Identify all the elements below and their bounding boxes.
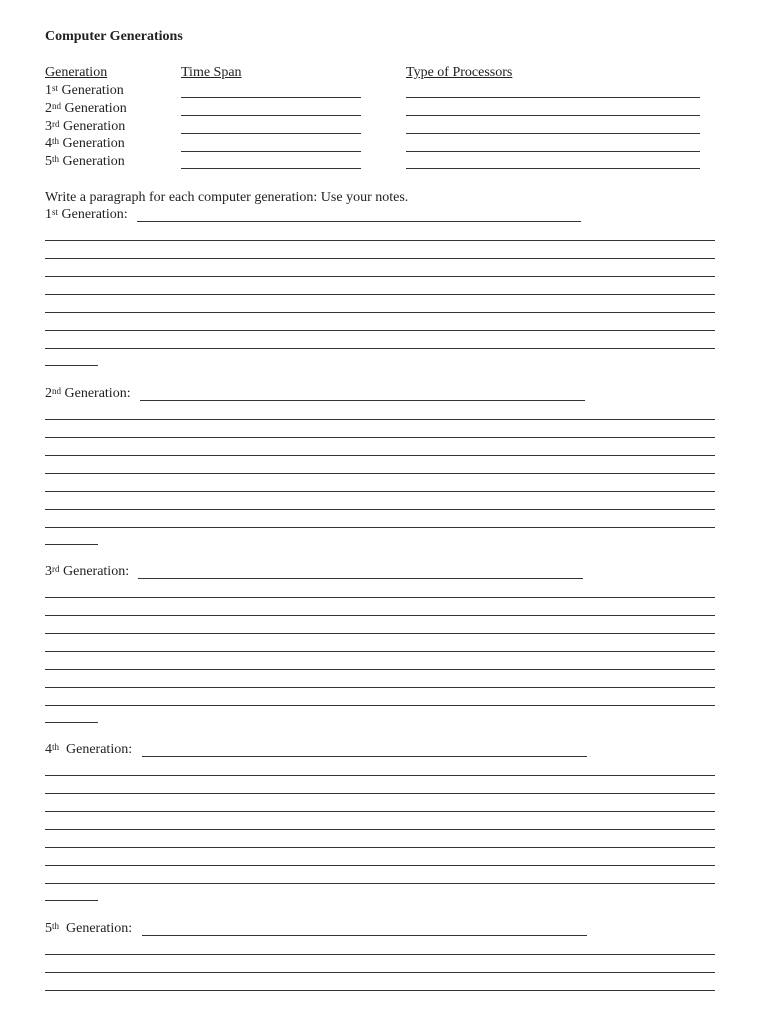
writing-line[interactable] [45, 829, 715, 830]
writing-line[interactable] [45, 330, 715, 331]
section-label [45, 742, 132, 758]
instructions: Write a paragraph for each computer generation: Use your notes. [45, 190, 409, 205]
writing-line[interactable] [45, 597, 715, 598]
writing-line-short[interactable] [45, 365, 98, 366]
section-label [45, 386, 131, 402]
writing-line[interactable] [45, 312, 715, 313]
section-title-field[interactable] [142, 756, 587, 757]
writing-line[interactable] [45, 687, 715, 688]
writing-line-short[interactable] [45, 900, 98, 901]
processor-type-field[interactable] [406, 151, 700, 152]
writing-line[interactable] [45, 509, 715, 510]
time-span-field[interactable] [181, 133, 361, 134]
writing-line[interactable] [45, 633, 715, 634]
ordinal-suffix: st [52, 83, 59, 93]
writing-line[interactable] [45, 883, 715, 884]
writing-line[interactable] [45, 972, 715, 973]
writing-line[interactable] [45, 847, 715, 848]
writing-line[interactable] [45, 865, 715, 866]
writing-line[interactable] [45, 775, 715, 776]
writing-line[interactable] [45, 294, 715, 295]
generation-text: Generation: [59, 564, 130, 579]
ordinal-number: 1 [45, 83, 52, 98]
section-title-field[interactable] [142, 935, 587, 936]
page-title: Computer Generations [45, 29, 183, 44]
section-label [45, 564, 129, 580]
writing-line[interactable] [45, 258, 715, 259]
generation-text: Generation: [59, 742, 133, 757]
processor-type-field[interactable] [406, 133, 700, 134]
section-title-field[interactable] [140, 400, 585, 401]
ordinal-suffix: th [52, 154, 60, 164]
table-row-label [45, 136, 125, 152]
time-span-field[interactable] [181, 115, 361, 116]
section-title-field[interactable] [137, 221, 581, 222]
generation-text: Generation: [59, 921, 133, 936]
header-processors: Type of Processors [406, 65, 513, 80]
writing-line[interactable] [45, 527, 715, 528]
writing-line[interactable] [45, 240, 715, 241]
ordinal-suffix: rd [52, 564, 60, 574]
writing-line[interactable] [45, 491, 715, 492]
writing-line[interactable] [45, 793, 715, 794]
ordinal-suffix: th [52, 136, 60, 146]
writing-line[interactable] [45, 811, 715, 812]
ordinal-number: 5 [45, 154, 52, 169]
header-time-span: Time Span [181, 65, 242, 80]
time-span-field[interactable] [181, 168, 361, 169]
ordinal-number: 4 [45, 136, 52, 151]
ordinal-number: 4 [45, 742, 52, 757]
ordinal-number: 1 [45, 207, 52, 222]
ordinal-suffix: nd [52, 386, 61, 396]
writing-line[interactable] [45, 615, 715, 616]
processor-type-field[interactable] [406, 168, 700, 169]
writing-line[interactable] [45, 419, 715, 420]
section-label [45, 207, 128, 223]
section-label [45, 921, 132, 937]
writing-line[interactable] [45, 990, 715, 991]
writing-line-short[interactable] [45, 722, 98, 723]
generation-text: Generation [59, 136, 125, 151]
generation-text: Generation [58, 83, 124, 98]
table-row-label [45, 101, 127, 117]
generation-text: Generation: [61, 386, 131, 401]
writing-line[interactable] [45, 669, 715, 670]
writing-line[interactable] [45, 455, 715, 456]
ordinal-suffix: rd [52, 119, 60, 129]
table-row-label [45, 83, 124, 99]
table-row-label [45, 119, 125, 135]
writing-line[interactable] [45, 276, 715, 277]
ordinal-number: 2 [45, 101, 52, 116]
generation-text: Generation [59, 119, 126, 134]
writing-line[interactable] [45, 473, 715, 474]
ordinal-number: 3 [45, 119, 52, 134]
ordinal-suffix: nd [52, 101, 61, 111]
ordinal-suffix: st [52, 207, 59, 217]
time-span-field[interactable] [181, 97, 361, 98]
writing-line[interactable] [45, 954, 715, 955]
writing-line[interactable] [45, 348, 715, 349]
processor-type-field[interactable] [406, 115, 700, 116]
writing-line[interactable] [45, 705, 715, 706]
table-row-label [45, 154, 125, 170]
ordinal-number: 5 [45, 921, 52, 936]
time-span-field[interactable] [181, 151, 361, 152]
ordinal-suffix: th [52, 742, 60, 752]
generation-text: Generation: [58, 207, 128, 222]
section-title-field[interactable] [138, 578, 583, 579]
ordinal-number: 2 [45, 386, 52, 401]
writing-line-short[interactable] [45, 544, 98, 545]
writing-line[interactable] [45, 437, 715, 438]
ordinal-number: 3 [45, 564, 52, 579]
writing-line[interactable] [45, 651, 715, 652]
generation-text: Generation [59, 154, 125, 169]
header-generation: Generation [45, 65, 108, 80]
generation-text: Generation [61, 101, 127, 116]
processor-type-field[interactable] [406, 97, 700, 98]
ordinal-suffix: th [52, 921, 60, 931]
